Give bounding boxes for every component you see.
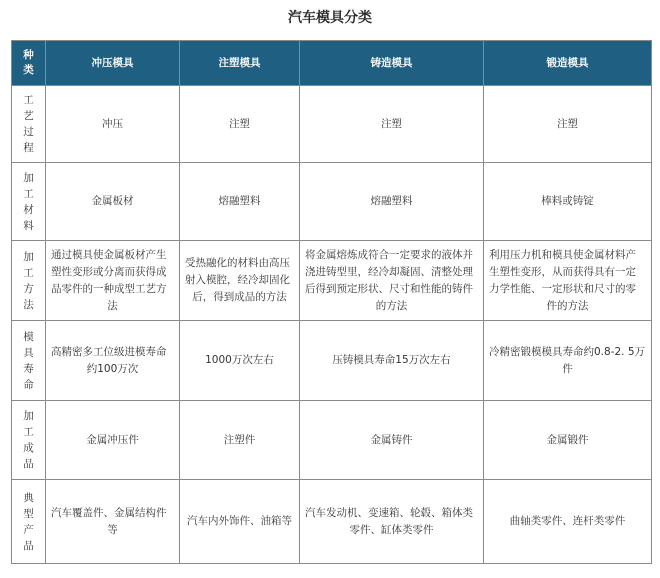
table-row — [12, 241, 652, 321]
table-title: 汽车模具分类 — [288, 10, 372, 26]
table-cell: 注塑件 — [180, 401, 300, 480]
table-cell: 金属锻件 — [484, 401, 652, 480]
row-header: 加工成品 — [12, 401, 46, 480]
row-header: 典型产品 — [12, 480, 46, 564]
table-cell: 冷精密锻模模具寿命约0.8-2. 5万件 — [484, 321, 652, 401]
table-cell: 注塑 — [180, 86, 300, 163]
table-row — [12, 163, 652, 241]
table-cell: 曲轴类零件、连杆类零件 — [484, 480, 652, 564]
table-cell: 熔融塑料 — [300, 163, 484, 241]
table-cell: 冲压 — [46, 86, 180, 163]
table-cell: 棒料或铸锭 — [484, 163, 652, 241]
table-cell: 将金属熔炼成符合一定要求的液体并浇进铸型里，经冷却凝固、清整处理后得到预定形状、尺寸和性能的铸件的方法 — [300, 241, 484, 321]
table-row — [12, 86, 652, 163]
row-header: 工艺过程 — [12, 86, 46, 163]
table-cell: 注塑 — [300, 86, 484, 163]
table-row — [12, 321, 652, 401]
table-cell: 金属铸件 — [300, 401, 484, 480]
table-cell: 利用压力机和模具使金属材料产生塑性变形，从而获得具有一定力学性能、一定形状和尺寸的零件的方法 — [484, 241, 652, 321]
column-header: 锻造模具 — [484, 41, 652, 86]
table-cell: 注塑 — [484, 86, 652, 163]
table-cell: 1000万次左右 — [180, 321, 300, 401]
corner-header: 种类 — [12, 41, 46, 86]
table-cell: 金属冲压件 — [46, 401, 180, 480]
column-header: 冲压模具 — [46, 41, 180, 86]
row-header: 模具寿命 — [12, 321, 46, 401]
header-row — [12, 41, 652, 86]
table-cell: 汽车发动机、变速箱、轮毂、箱体类零件、缸体类零件 — [300, 480, 484, 564]
table-cell: 高精密多工位级进模寿命约100万次 — [46, 321, 180, 401]
table-cell: 汽车覆盖件、金属结构件等 — [46, 480, 180, 564]
table-cell: 受热融化的材料由高压射入模腔，经冷却固化后，得到成品的方法 — [180, 241, 300, 321]
table-cell: 熔融塑料 — [180, 163, 300, 241]
table-cell: 汽车内外饰件、油箱等 — [180, 480, 300, 564]
row-header: 加工材料 — [12, 163, 46, 241]
column-header: 注塑模具 — [180, 41, 300, 86]
table-cell: 金属板材 — [46, 163, 180, 241]
table-row — [12, 401, 652, 480]
table-cell: 通过模具使金属板材产生塑性变形或分离而获得成品零件的一种成型工艺方法 — [46, 241, 180, 321]
mold-classification-table — [11, 40, 652, 564]
column-header: 铸造模具 — [300, 41, 484, 86]
table-row — [12, 480, 652, 564]
table-cell: 压铸模具寿命15万次左右 — [300, 321, 484, 401]
row-header: 加工方法 — [12, 241, 46, 321]
